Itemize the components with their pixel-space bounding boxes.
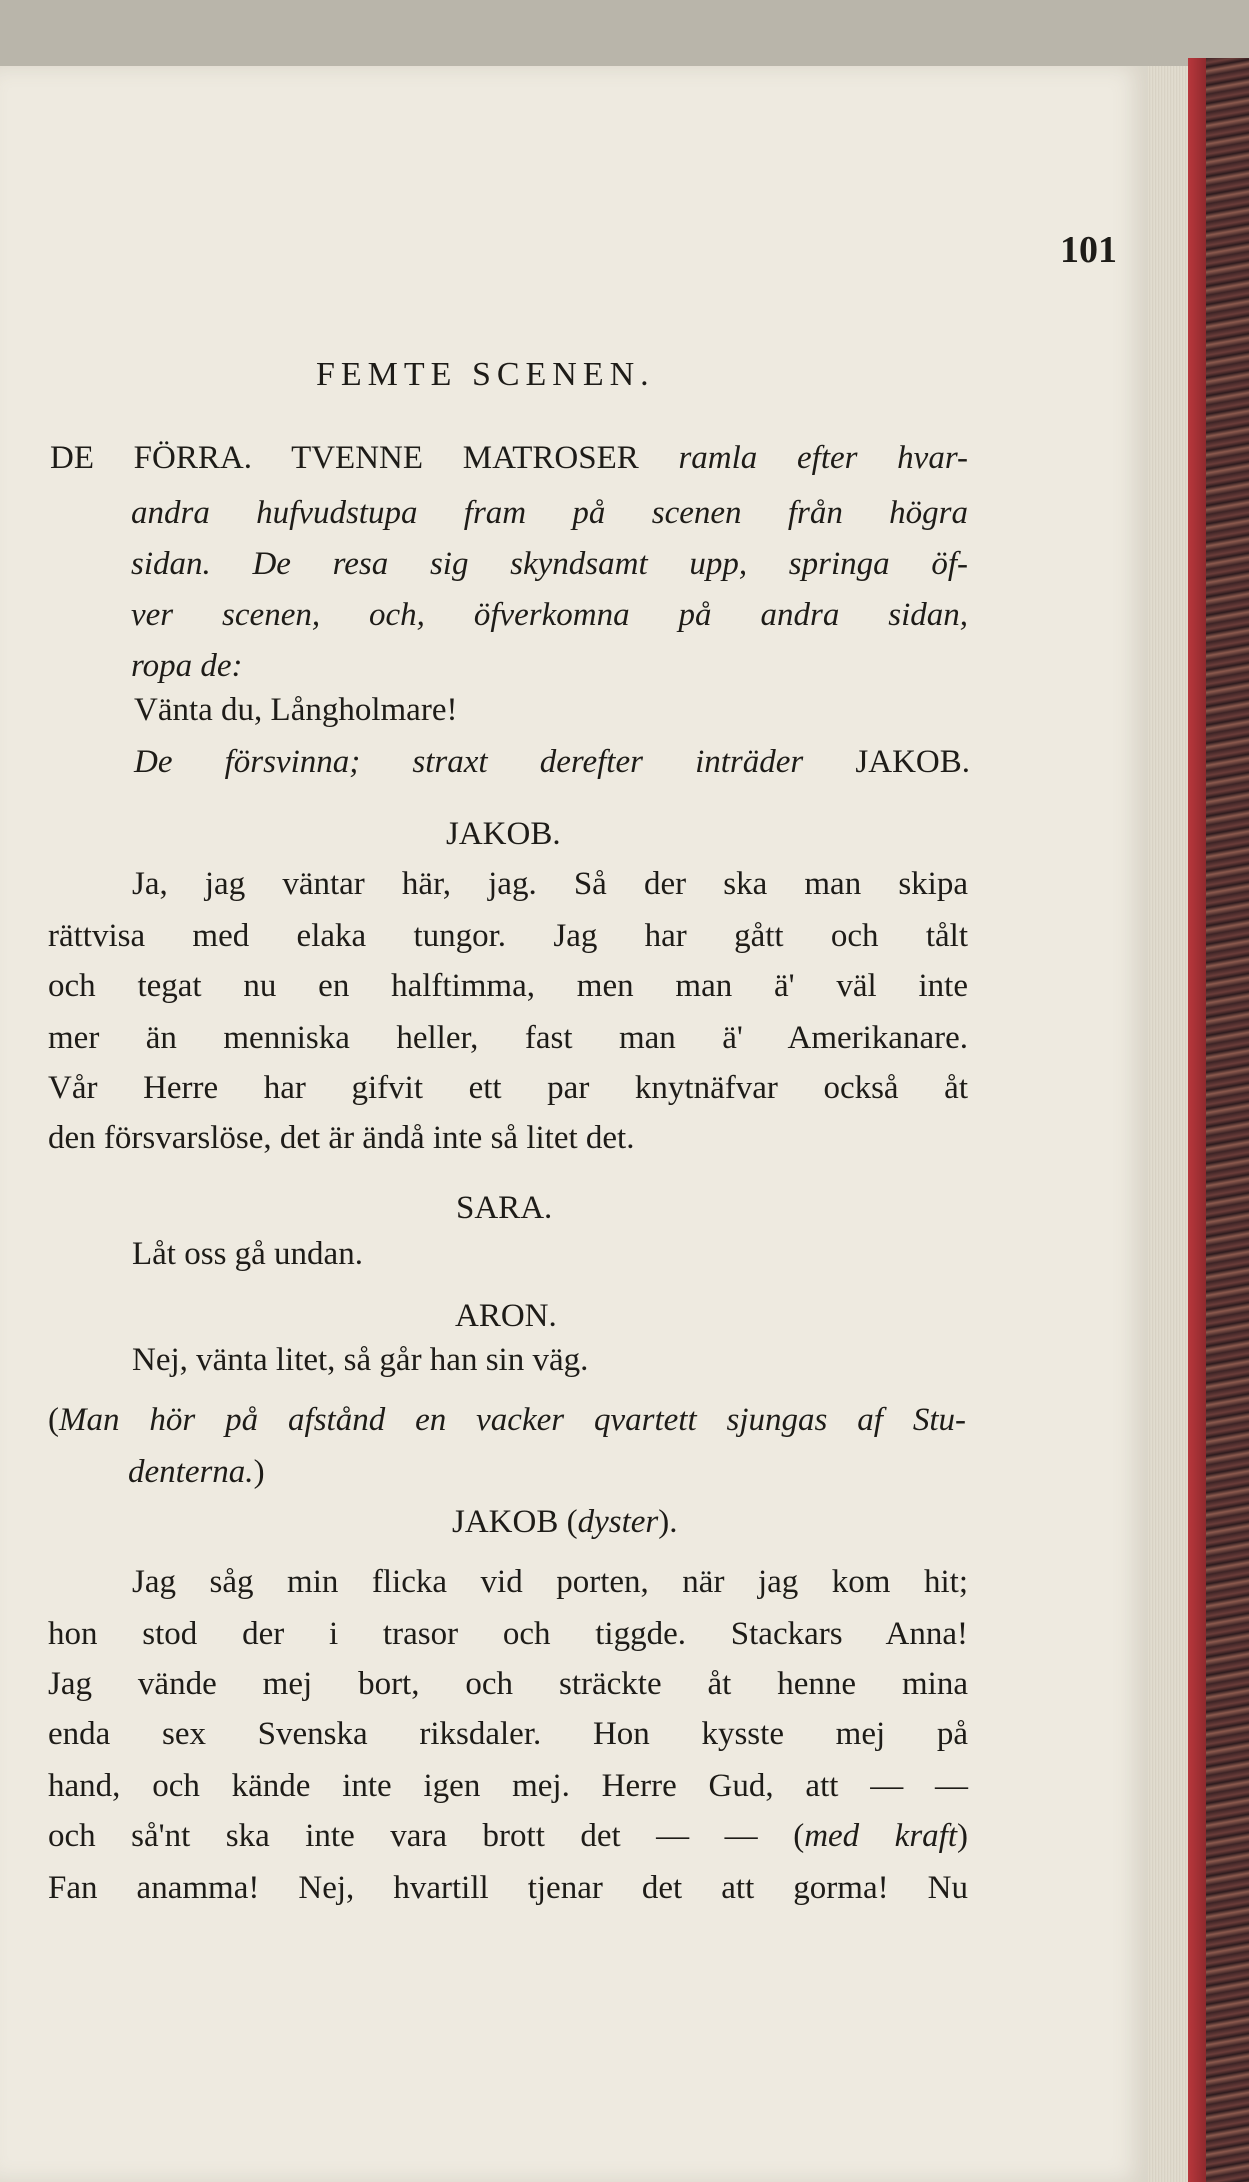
page-number: 101 xyxy=(1060,229,1117,271)
stage-direction-line-segment: ropa de: xyxy=(131,648,243,684)
stage-direction-line-segment: ( xyxy=(48,1402,59,1438)
speech-line-segment: med kraft xyxy=(804,1818,957,1854)
speaker-name-segment: dyster xyxy=(577,1504,659,1540)
speech-line xyxy=(48,1716,968,1753)
stage-direction-line-segment: Man hör på afstånd en vacker qvartett sjungas af Stu- xyxy=(59,1402,966,1438)
speech-line-segment: Fan anamma! Nej, hvartill tjenar det att gorma! Nu xyxy=(48,1870,968,1906)
stage-direction-line-segment: denterna. xyxy=(128,1454,254,1490)
stage-direction-line-segment: andra hufvudstupa fram på scenen från högra xyxy=(131,495,968,531)
speech-line xyxy=(48,1616,968,1653)
scene-heading: FEMTE SCENEN. xyxy=(316,356,655,393)
speech-line: och tegat nu en halftimma, men man ä' väl inte xyxy=(48,968,968,1004)
stage-direction-line-segment: ramla efter hvar- xyxy=(678,440,968,476)
speech-line: mer än menniska heller, fast man ä' Amerikanare. xyxy=(48,1020,968,1056)
speech-line-segment: Jag såg min flicka vid porten, när jag kom hit; xyxy=(132,1564,968,1600)
speech-line xyxy=(48,1818,968,1855)
speech-line-segment: hon stod der i trasor och tiggde. Stackars Anna! xyxy=(48,1616,968,1652)
speech-line: Vår Herre har gifvit ett par knytnäfvar också åt xyxy=(48,1070,968,1106)
stage-direction-line-segment: De försvinna; straxt derefter inträder xyxy=(134,744,856,780)
speech-line: Ja, jag väntar här, jag. Så der ska man skipa xyxy=(132,866,968,902)
speech-line xyxy=(48,1768,968,1805)
speaker-name-segment: ). xyxy=(658,1504,678,1540)
stage-direction-line-segment: ver scenen, och, öfverkomna på andra sidan, xyxy=(131,597,968,633)
speaker-name xyxy=(452,1504,678,1541)
marbled-endpaper xyxy=(1206,58,1249,2182)
book-cover-edge xyxy=(1188,58,1206,2182)
page-edges xyxy=(1148,66,1188,2182)
spoken-line: Vänta du, Långholmare! xyxy=(134,692,458,728)
speech-line-segment: hand, och kände inte igen mej. Herre Gud, att — — xyxy=(48,1768,968,1804)
speaker-name: SARA. xyxy=(456,1190,553,1226)
speech-line: Nej, vänta litet, så går han sin väg. xyxy=(132,1342,589,1378)
stage-direction-line xyxy=(131,597,968,634)
stage-direction-line xyxy=(131,546,968,583)
speech-line xyxy=(48,1870,968,1907)
stage-direction-line-segment: DE FÖRRA. TVENNE MATROSER xyxy=(50,440,679,476)
speaker-name-segment: JAKOB ( xyxy=(452,1504,578,1540)
stage-direction-line-segment: sidan. De resa sig skyndsamt upp, springa öf- xyxy=(131,546,968,582)
speech-line-segment: enda sex Svenska riksdaler. Hon kysste mej på xyxy=(48,1716,968,1752)
stage-direction-line xyxy=(128,1454,265,1491)
stage-direction-line xyxy=(134,744,970,781)
speech-line-segment: och så'nt ska inte vara brott det — — ( xyxy=(48,1818,805,1854)
speech-line xyxy=(48,1666,968,1703)
speech-line: rättvisa med elaka tungor. Jag har gått och tålt xyxy=(48,918,968,954)
stage-direction-line xyxy=(50,440,968,477)
stage-direction-line xyxy=(48,1402,966,1439)
speech-line xyxy=(132,1564,968,1601)
speaker-name: JAKOB. xyxy=(446,816,561,852)
stage-direction-line xyxy=(131,648,243,685)
speech-line-segment: ) xyxy=(957,1818,968,1854)
speech-line: den försvarslöse, det är ändå inte så litet det. xyxy=(48,1120,635,1156)
stage-direction-line xyxy=(131,495,968,532)
speech-line: Låt oss gå undan. xyxy=(132,1236,363,1272)
speech-line-segment: Jag vände mej bort, och sträckte åt henne mina xyxy=(48,1666,968,1702)
stage-direction-line-segment: ) xyxy=(253,1454,265,1490)
stage-direction-line-segment: JAKOB. xyxy=(855,744,970,780)
speaker-name: ARON. xyxy=(455,1298,557,1334)
